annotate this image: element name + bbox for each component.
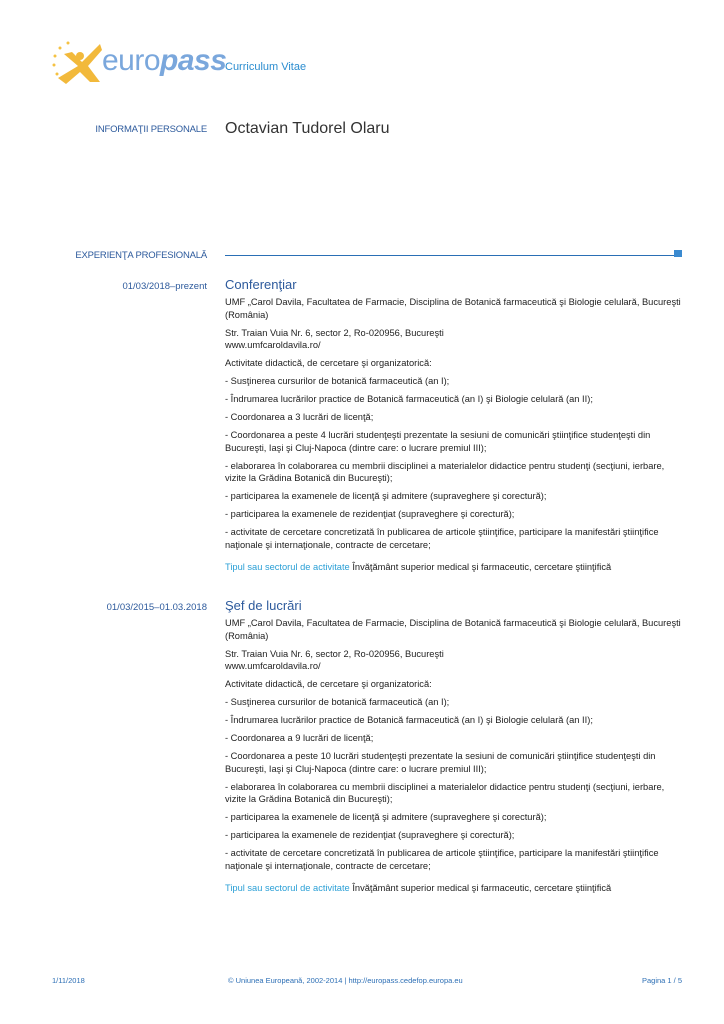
employer-website[interactable]: www.umfcaroldavila.ro/ (225, 661, 321, 671)
sector-value: Învăţământ superior medical şi farmaceutic, cercetare ştiinţifică (352, 562, 612, 572)
activity-item: - Îndrumarea lucrărilor practice de Botanică farmaceutică (an I) şi Biologie celulară (an II); (225, 394, 593, 404)
europass-logo (50, 38, 227, 88)
activity-item: Activitate didactică, de cercetare şi organizatorică: (225, 679, 432, 689)
activity-item: - Coordonarea a 3 lucrări de licenţă; (225, 412, 374, 422)
sector-value: Învăţământ superior medical şi farmaceutic, cercetare ştiinţifică (352, 883, 612, 893)
activity-item: - Susţinerea cursurilor de botanică farmaceutică (an I); (225, 697, 450, 707)
employer-address: Str. Traian Vuia Nr. 6, sector 2, Ro-020956, Bucureşti (225, 648, 444, 659)
activity-item: - participarea la examenele de rezidenţiat (supraveghere şi corectură); (225, 509, 515, 519)
activity-item: - Coordonarea a peste 10 lucrări studenţeşti prezentate la sesiuni de comunicări ştiinţifice studenţeşti din Bucureşti, Iaşi şi Cluj-Napoca (dintre care: o lucrare premiul III); (225, 751, 656, 774)
personal-info-label: INFORMAŢII PERSONALE (95, 124, 207, 135)
document-title: Curriculum Vitae (225, 61, 307, 73)
employer-website[interactable]: www.umfcaroldavila.ro/ (225, 340, 321, 350)
activity-item: - Coordonarea a peste 4 lucrări studenţeşti prezentate la sesiuni de comunicări ştiinţifice studenţeşti din Bucureşti, Iaşi şi Cluj-Napoca (dintre care: o lucrare premiul III); (225, 430, 651, 453)
job-title: Conferenţiar (225, 277, 297, 292)
europass-star-figure-icon (50, 38, 110, 88)
section-divider (225, 255, 675, 256)
activity-item: - elaborarea în colaborarea cu membrii disciplinei a materialelor didactice pentru studenţi (secţiuni, ierbare, vizite la Grădina Botanică din Bucureşti); (225, 781, 665, 804)
logo-text: europass (102, 44, 227, 77)
entry-date: 01/03/2015–01.03.2018 (106, 602, 207, 613)
entry-date: 01/03/2018–prezent (122, 281, 207, 292)
job-title: Şef de lucrări (225, 598, 302, 613)
activity-item: - participarea la examenele de licenţă şi admitere (supraveghere şi corectură); (225, 812, 547, 822)
activity-item: - Îndrumarea lucrărilor practice de Botanică farmaceutică (an I) şi Biologie celulară (an II); (225, 715, 593, 725)
activity-item: Activitate didactică, de cercetare şi organizatorică: (225, 358, 432, 368)
footer-date: 1/11/2018 (52, 976, 85, 985)
employer: UMF „Carol Davila, Facultatea de Farmacie, Disciplina de Botanică farmaceutică şi Biologie celulară, Bucureşti (România) (225, 297, 681, 320)
experience-section-label: EXPERIENŢA PROFESIONALĂ (75, 250, 207, 261)
activity-item: - participarea la examenele de licenţă şi admitere (supraveghere şi corectură); (225, 491, 547, 501)
activity-item: - Susţinerea cursurilor de botanică farmaceutică (an I); (225, 376, 450, 386)
sector-label: Tipul sau sectorul de activitate (225, 883, 350, 893)
activity-item: - participarea la examenele de rezidenţiat (supraveghere şi corectură); (225, 830, 515, 840)
section-marker (674, 250, 682, 257)
employer: UMF „Carol Davila, Facultatea de Farmacie, Disciplina de Botanică farmaceutică şi Biologie celulară, Bucureşti (România) (225, 618, 681, 641)
sector-label: Tipul sau sectorul de activitate (225, 562, 350, 572)
activity-item: - Coordonarea a 9 lucrări de licenţă; (225, 733, 374, 743)
footer-page-number: Pagina 1 / 5 (641, 976, 682, 985)
person-name: Octavian Tudorel Olaru (225, 120, 390, 137)
activity-item: - activitate de cercetare concretizată în publicarea de articole ştiinţifice, participare la manifestări ştiinţifice naţionale şi internaţionale, contracte de cercetare; (225, 848, 659, 871)
employer-address: Str. Traian Vuia Nr. 6, sector 2, Ro-020956, Bucureşti (225, 327, 444, 338)
footer-copyright: © Uniunea Europeană, 2002-2014 | http://europass.cedefop.europa.eu (228, 976, 463, 985)
activity-item: - elaborarea în colaborarea cu membrii disciplinei a materialelor didactice pentru studenţi (secţiuni, ierbare, vizite la Grădina Botanică din Bucureşti); (225, 460, 665, 483)
activity-item: - activitate de cercetare concretizată în publicarea de articole ştiinţifice, participare la manifestări ştiinţifice naţionale şi internaţionale, contracte de cercetare; (225, 527, 659, 550)
